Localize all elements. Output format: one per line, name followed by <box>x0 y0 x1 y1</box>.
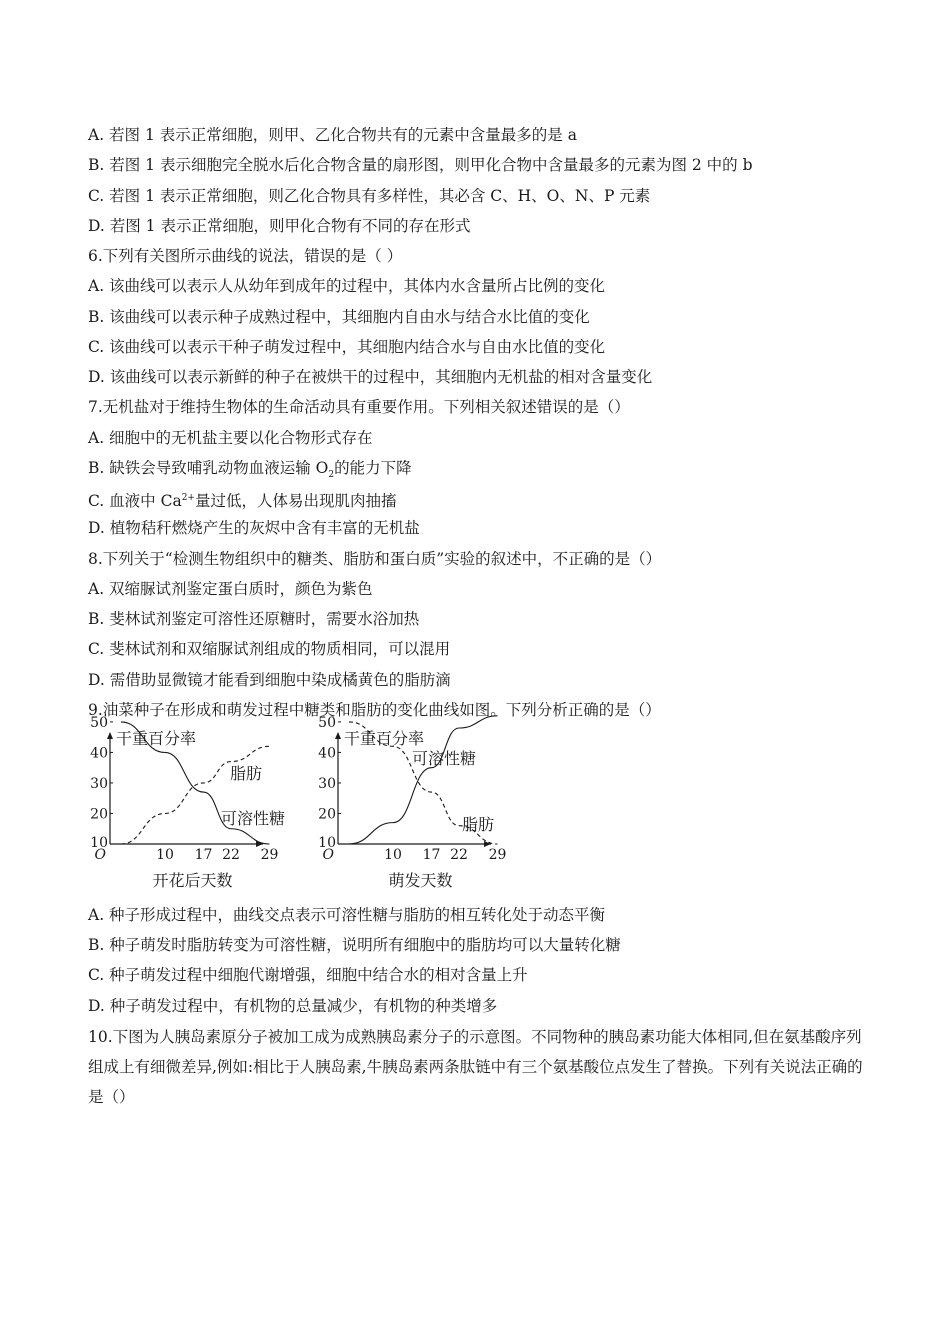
y-tick-label: 10 <box>90 835 108 851</box>
y-tick-label: 40 <box>90 745 108 762</box>
origin-label: O <box>94 847 106 863</box>
q7-option-c-superscript: 2+ <box>181 493 195 503</box>
x-tick-label: 17 <box>194 847 213 863</box>
q5-option-a: A. 若图 1 表示正常细胞，则甲、乙化合物共有的元素中含量最多的是 a <box>88 126 577 144</box>
q7-stem: 7.无机盐对于维持生物体的生命活动具有重要作用。下列相关叙述错误的是（） <box>88 398 630 416</box>
y-tick-label: 50 <box>318 714 336 731</box>
q8-option-b: B. 斐林试剂鉴定可溶性还原糖时，需要水浴加热 <box>88 610 420 628</box>
origin-label: O <box>322 847 334 863</box>
y-axis-arrow-icon <box>335 732 341 739</box>
q7-option-b-text-end: 的能力下降 <box>334 459 412 477</box>
y-axis-label: 干重百分率 <box>344 729 425 748</box>
y-tick-label: 40 <box>318 745 336 762</box>
y-tick-label: 10 <box>318 835 336 851</box>
q7-option-c <box>88 488 397 511</box>
chart-seed-formation <box>88 714 318 894</box>
y-tick-label: 30 <box>318 775 336 792</box>
q8-option-c: C. 斐林试剂和双缩脲试剂组成的物质相同，可以混用 <box>88 640 451 658</box>
x-tick-label: 22 <box>222 847 240 863</box>
series-label: 可溶性糖 <box>221 809 286 828</box>
y-axis-arrow-icon <box>107 732 113 739</box>
y-tick-label: 20 <box>318 806 336 823</box>
series-label: 脂肪 <box>462 815 495 834</box>
q7-option-b-subscript: 2 <box>328 470 335 481</box>
q9-option-c: C. 种子萌发过程中细胞代谢增强，细胞中结合水的相对含量上升 <box>88 966 528 984</box>
x-tick-label: 10 <box>156 847 174 863</box>
q8-option-d: D. 需借助显微镜才能看到细胞中染成橘黄色的脂肪滴 <box>88 671 451 689</box>
series-line-0 <box>121 746 270 844</box>
q7-option-c-text-end: 量过低，人体易出现肌肉抽搐 <box>194 492 397 511</box>
y-tick-label: 50 <box>90 714 108 731</box>
q7-option-c-text: C. 血液中 Ca <box>88 492 182 511</box>
series-label: 脂肪 <box>230 764 263 783</box>
y-tick-label: 30 <box>90 775 108 792</box>
q9-stem: 9.油菜种子在形成和萌发过程中糖类和脂肪的变化曲线如图。下列分析正确的是（） <box>88 701 661 719</box>
series-label: 可溶性糖 <box>412 749 477 768</box>
q6-stem: 6.下列有关图所示曲线的说法，错误的是（ ） <box>88 247 403 265</box>
q7-option-b <box>88 458 412 485</box>
q6-option-a: A. 该曲线可以表示人从幼年到成年的过程中，其体内水含量所占比例的变化 <box>88 277 606 295</box>
q6-option-d: D. 该曲线可以表示新鲜的种子在被烘干的过程中，其细胞内无机盐的相对含量变化 <box>88 368 653 386</box>
x-tick-label: 29 <box>488 847 507 863</box>
x-tick-label: 10 <box>384 847 402 863</box>
y-axis-label: 干重百分率 <box>116 729 197 748</box>
x-tick-label: 17 <box>422 847 441 863</box>
y-tick-label: 20 <box>90 806 108 823</box>
x-axis-label: 萌发天数 <box>388 871 453 890</box>
q9-option-a: A. 种子形成过程中，曲线交点表示可溶性糖与脂肪的相互转化处于动态平衡 <box>88 906 606 924</box>
x-tick-label: 29 <box>260 847 279 863</box>
q5-option-c: C. 若图 1 表示正常细胞，则乙化合物具有多样性，其必含 C、H、O、N、P 元素 <box>88 187 651 205</box>
q7-option-a: A. 细胞中的无机盐主要以化合物形式存在 <box>88 429 373 447</box>
q5-option-b: B. 若图 1 表示细胞完全脱水后化合物含量的扇形图，则甲化合物中含量最多的元素为图 2 中的 b <box>88 156 753 174</box>
q7-option-d: D. 植物秸秆燃烧产生的灰烬中含有丰富的无机盐 <box>88 519 420 537</box>
q6-option-b: B. 该曲线可以表示种子成熟过程中，其细胞内自由水与结合水比值的变化 <box>88 308 590 326</box>
q8-option-a: A. 双缩脲试剂鉴定蛋白质时，颜色为紫色 <box>88 580 373 598</box>
q7-option-b-text: B. 缺铁会导致哺乳动物血液运输 O <box>88 459 329 477</box>
q9-option-b: B. 种子萌发时脂肪转变为可溶性糖，说明所有细胞中的脂肪均可以大量转化糖 <box>88 936 621 954</box>
q6-option-c: C. 该曲线可以表示干种子萌发过程中，其细胞内结合水与自由水比值的变化 <box>88 338 606 356</box>
chart-seed-germination <box>316 714 546 894</box>
q8-stem: 8.下列关于“检测生物组织中的糖类、脂肪和蛋白质”实验的叙述中，不正确的是（） <box>88 550 662 568</box>
q9-option-d: D. 种子萌发过程中，有机物的总量减少，有机物的种类增多 <box>88 997 498 1015</box>
q10-stem: 10.下图为人胰岛素原分子被加工成为成熟胰岛素分子的示意图。不同物种的胰岛素功能大体相同,但在氨基酸序列组成上有细微差异,例如:相比于人胰岛素,牛胰岛素两条肽链中有三个氨基酸位点发生了替换。下列有关说法正确的是（） <box>88 1028 863 1106</box>
x-tick-label: 22 <box>450 847 468 863</box>
q5-option-d: D. 若图 1 表示正常细胞，则甲化合物有不同的存在形式 <box>88 217 471 235</box>
x-axis-label: 开花后天数 <box>152 871 233 890</box>
